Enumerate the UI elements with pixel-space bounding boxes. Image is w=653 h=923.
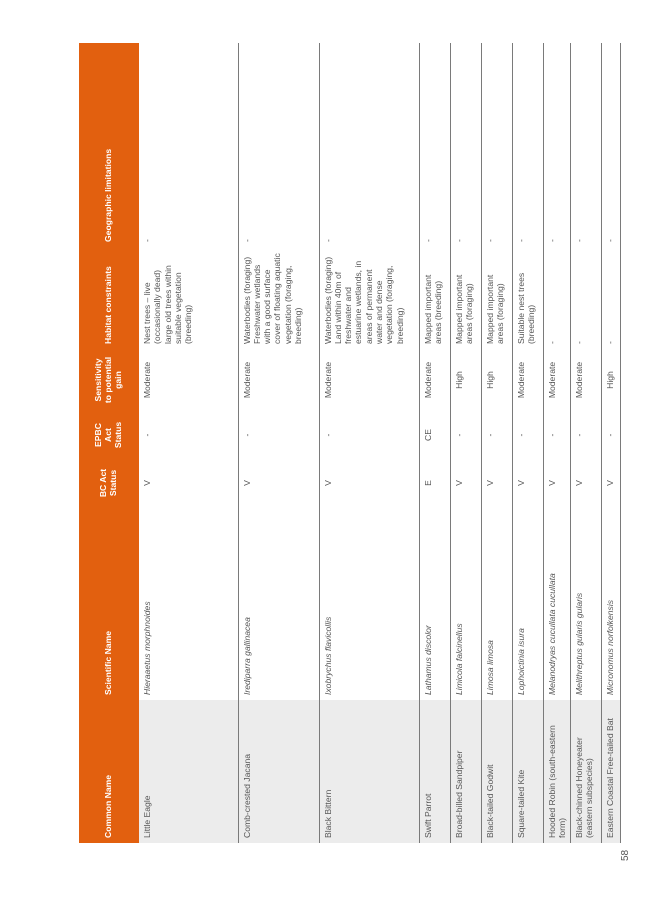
bc-status-cell: V [512, 459, 543, 507]
bc-status-cell: V [602, 459, 621, 507]
geographic-cell: - [602, 43, 621, 247]
sensitivity-cell: Moderate [139, 349, 238, 411]
common-name-cell: Broad-billed Sandpiper [450, 700, 481, 843]
habitat-cell: - [602, 247, 621, 349]
epbc-status-cell: CE [419, 411, 450, 459]
common-name-cell: Little Eagle [139, 700, 238, 843]
species-table [79, 43, 621, 843]
sensitivity-cell: High [450, 349, 481, 411]
bc-status-cell: V [450, 459, 481, 507]
scientific-name-cell: Melanodryas cucullata cucullata [543, 507, 571, 700]
sensitivity-cell: High [602, 349, 621, 411]
habitat-cell: Suitable nest trees (breeding) [512, 247, 543, 349]
common-name-cell: Black-tailed Godwit [481, 700, 512, 843]
common-name-cell: Swift Parrot [419, 700, 450, 843]
table-row [602, 43, 621, 843]
common-name-cell: Square-tailed Kite [512, 700, 543, 843]
common-name-cell: Black Bittern [319, 700, 419, 843]
common-name-cell: Black-chinned Honeyeater (eastern subspecies) [571, 700, 602, 843]
sensitivity-cell: High [481, 349, 512, 411]
epbc-status-cell: - [602, 411, 621, 459]
scientific-name-cell: Hieraaetus morphnoides [139, 507, 238, 700]
header-habitat-constraints: Habitat constraints [79, 247, 139, 349]
table-row [481, 43, 512, 843]
table-row [543, 43, 571, 843]
scientific-name-cell: Micronomus norfolkensis [602, 507, 621, 700]
epbc-status-cell: - [512, 411, 543, 459]
habitat-cell: - [571, 247, 602, 349]
table-row [450, 43, 481, 843]
scientific-name-cell: Ixobrychus flavicollis [319, 507, 419, 700]
sensitivity-cell: Moderate [238, 349, 319, 411]
habitat-cell: Waterbodies (foraging) Freshwater wetlands with a good surface cover of floating aquatic vegetation (foraging, breeding) [238, 247, 319, 349]
epbc-status-cell: - [238, 411, 319, 459]
epbc-status-cell: - [481, 411, 512, 459]
scientific-name-cell: Lathamus discolor [419, 507, 450, 700]
bc-status-cell: V [319, 459, 419, 507]
habitat-cell: Nest trees – live (occasionally dead) large old trees within suitable vegetation (breeding) [139, 247, 238, 349]
geographic-cell: - [450, 43, 481, 247]
sensitivity-cell: Moderate [419, 349, 450, 411]
bc-status-cell: V [571, 459, 602, 507]
habitat-cell: Mapped important areas (foraging) [481, 247, 512, 349]
header-bc-act-status: BC Act Status [79, 459, 139, 507]
bc-status-cell: V [543, 459, 571, 507]
habitat-cell: Mapped important areas (foraging) [450, 247, 481, 349]
habitat-cell: Waterbodies (foraging) Land within 40m of freshwater and estuarine wetlands, in areas of permanent water and dense vegetation (foraging, breeding) [319, 247, 419, 349]
geographic-cell: - [419, 43, 450, 247]
epbc-status-cell: - [543, 411, 571, 459]
epbc-status-cell: - [139, 411, 238, 459]
habitat-cell: Mapped important areas (breeding) [419, 247, 450, 349]
sensitivity-cell: Moderate [512, 349, 543, 411]
geographic-cell: - [319, 43, 419, 247]
common-name-cell: Hooded Robin (south-eastern form) [543, 700, 571, 843]
habitat-cell: - [543, 247, 571, 349]
header-scientific-name: Scientific Name [79, 507, 139, 700]
sensitivity-cell: Moderate [319, 349, 419, 411]
bc-status-cell: V [481, 459, 512, 507]
table-row [571, 43, 602, 843]
sensitivity-cell: Moderate [543, 349, 571, 411]
geographic-cell: - [238, 43, 319, 247]
bc-status-cell: V [139, 459, 238, 507]
scientific-name-cell: Melithreptus gularis gularis [571, 507, 602, 700]
sensitivity-cell: Moderate [571, 349, 602, 411]
header-common-name: Common Name [79, 700, 139, 843]
scientific-name-cell: Limosa limosa [481, 507, 512, 700]
table-row [238, 43, 319, 843]
table-row [139, 43, 238, 843]
table-row [319, 43, 419, 843]
page-number: 58 [620, 849, 631, 861]
header-geographic-limitations: Geographic limitations [79, 43, 139, 247]
header-sensitivity: Sensitivity to potential gain [79, 349, 139, 411]
scientific-name-cell: Irediparra gallinacea [238, 507, 319, 700]
common-name-cell: Comb-crested Jacana [238, 700, 319, 843]
scientific-name-cell: Lophoictinia isura [512, 507, 543, 700]
table-row [512, 43, 543, 843]
bc-status-cell: E [419, 459, 450, 507]
common-name-cell: Eastern Coastal Free-tailed Bat [602, 700, 621, 843]
epbc-status-cell: - [450, 411, 481, 459]
scientific-name-cell: Limicola falcinellus [450, 507, 481, 700]
geographic-cell: - [571, 43, 602, 247]
geographic-cell: - [481, 43, 512, 247]
epbc-status-cell: - [319, 411, 419, 459]
table-row [419, 43, 450, 843]
geographic-cell: - [139, 43, 238, 247]
geographic-cell: - [543, 43, 571, 247]
header-epbc-act-status: EPBC Act Status [79, 411, 139, 459]
header-row [79, 43, 139, 843]
bc-status-cell: V [238, 459, 319, 507]
geographic-cell: - [512, 43, 543, 247]
epbc-status-cell: - [571, 411, 602, 459]
